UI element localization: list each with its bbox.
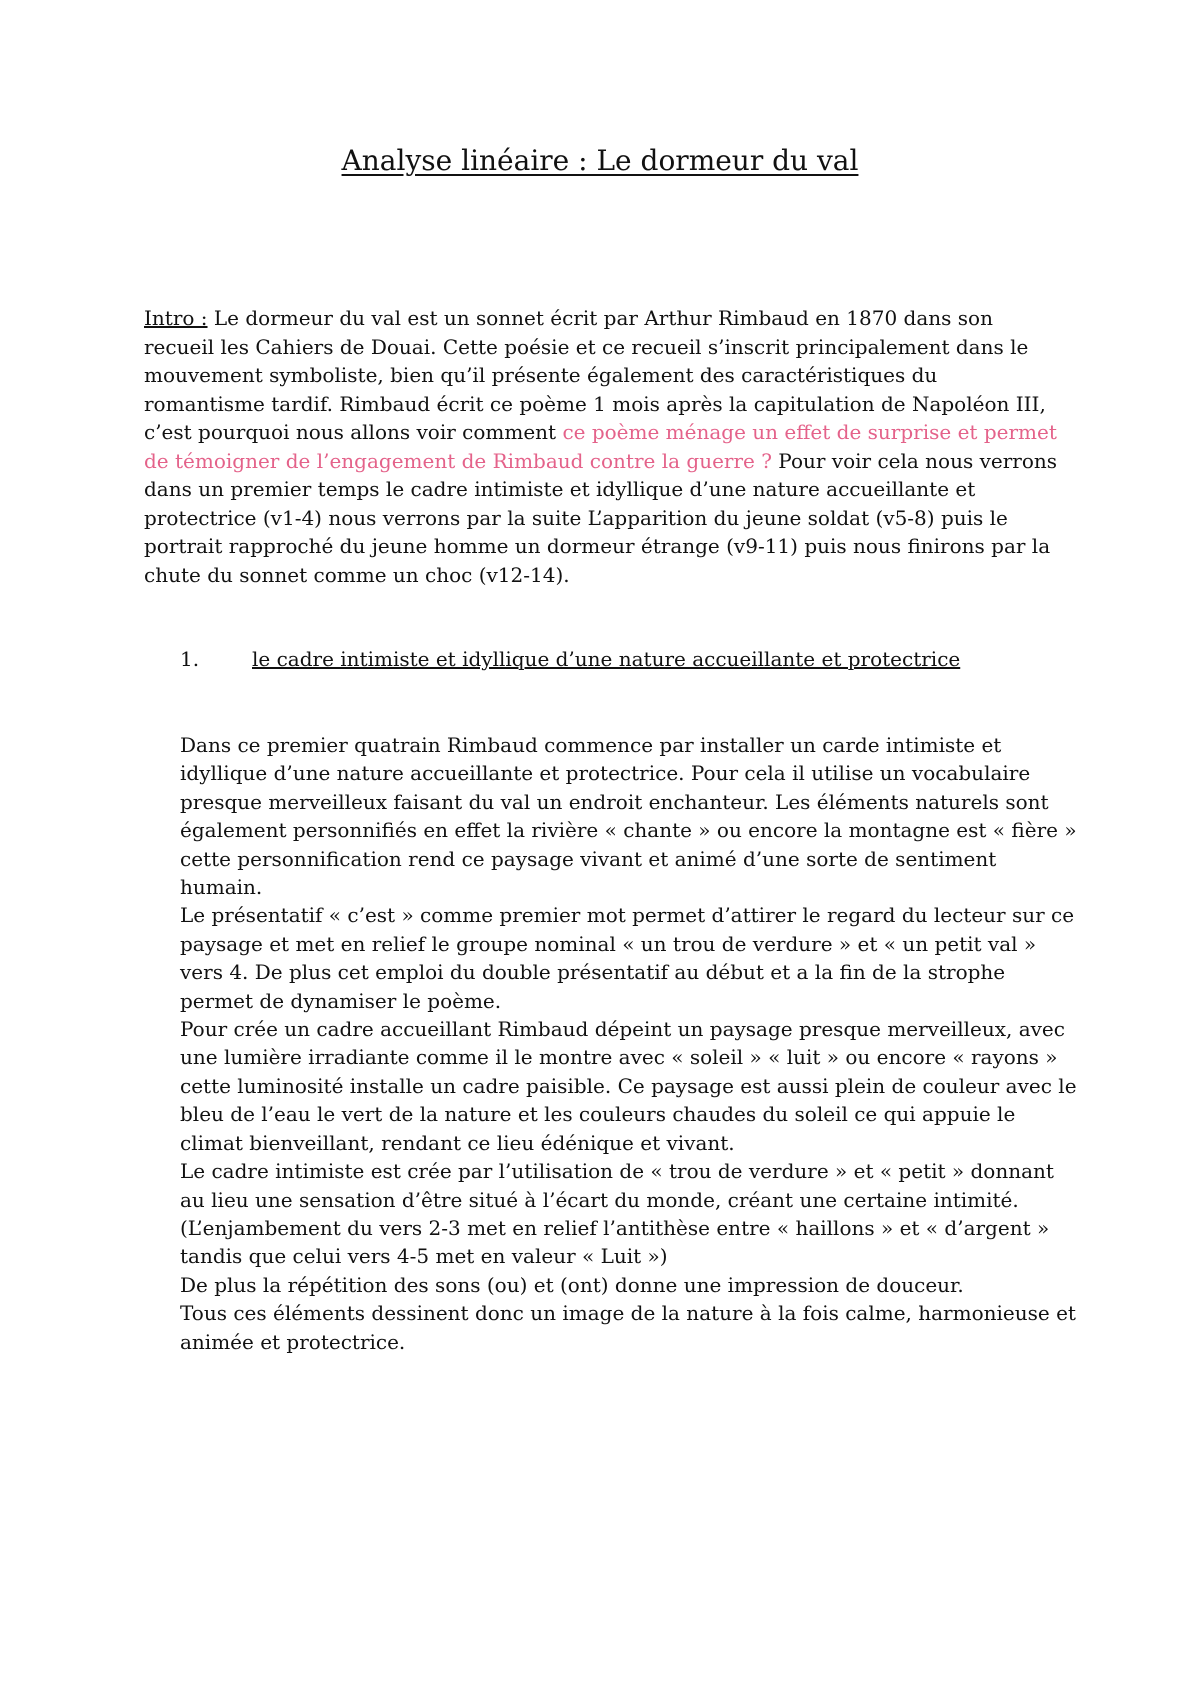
intro-paragraph bbox=[144, 304, 1064, 589]
body-paragraph: Pour crée un cadre accueillant Rimbaud dépeint un paysage presque merveilleux, avec une lumière irradiante comme il le montre avec « soleil » « luit » ou encore « rayons » cette luminosité installe un cadre paisible. Ce paysage est aussi plein de couleur avec le bleu de l’eau le vert de la nature et les couleurs chaudes du soleil ce qui appuie le climat bienveillant, rendant ce lieu édénique et vivant. bbox=[180, 1017, 1077, 1155]
section-1-body bbox=[180, 731, 1080, 1356]
section-1-title: le cadre intimiste et idyllique d’une nature accueillante et protectrice bbox=[252, 647, 961, 671]
intro-label: Intro : bbox=[144, 306, 208, 330]
body-paragraph: Dans ce premier quatrain Rimbaud commence par installer un carde intimiste et idyllique d’une nature accueillante et protectrice. Pour cela il utilise un vocabulaire presque merveilleux faisant du val un endroit enchanteur. Les éléments naturels sont également personnifiés en effet la rivière « chante » ou encore la montagne est « fière » cette personnification rend ce paysage vivant et animé d’une sorte de sentiment humain. bbox=[180, 733, 1077, 900]
intro-text-before: Le dormeur du val est un sonnet écrit par Arthur Rimbaud en 1870 dans son recueil les Cahiers de Douai. Cette poésie et ce recueil s’inscrit principalement dans le mouvement symboliste, bien qu’il présente également des caractéristiques du romantisme tardif. Rimbaud écrit ce poème 1 mois après la capitulation de Napoléon III, c’est pourquoi nous allons voir comment bbox=[144, 306, 1046, 444]
body-paragraph: De plus la répétition des sons (ou) et (ont) donne une impression de douceur. bbox=[180, 1272, 964, 1297]
intro-text-after: Pour voir cela nous verrons dans un premier temps le cadre intimiste et idyllique d’une nature accueillante et protectrice (v1-4) nous verrons par la suite L’apparition du jeune soldat (v5-8) puis le portrait rapproché du jeune homme un dormeur étrange (v9-11) puis nous finirons par la chute du sonnet comme un choc (v12-14). bbox=[144, 448, 1058, 587]
section-1-heading bbox=[180, 645, 1100, 673]
body-paragraph: Le présentatif « c’est » comme premier mot permet d’attirer le regard du lecteur sur ce paysage et met en relief le groupe nominal « un trou de verdure » et « un petit val » vers 4. De plus cet emploi du double présentatif au début et a la fin de la strophe permet de dynamiser le poème. bbox=[180, 903, 1075, 1013]
page-title: Analyse linéaire : Le dormeur du val bbox=[341, 144, 859, 177]
body-paragraph: Le cadre intimiste est crée par l’utilisation de « trou de verdure » et « petit » donnant au lieu une sensation d’être situé à l’écart du monde, créant une certaine intimité. (L’enjambement du vers 2-3 met en relief l’antithèse entre « haillons » et « d’argent » tandis que celui vers 4-5 met en valeur « Luit ») bbox=[180, 1159, 1054, 1269]
body-paragraph: Tous ces éléments dessinent donc un image de la nature à la fois calme, harmonieuse et animée et protectrice. bbox=[180, 1301, 1076, 1354]
section-1-number: 1. bbox=[180, 647, 200, 671]
intro-problematique: ce poème ménage un effet de surprise et permet de témoigner de l’engagement de Rimbaud contre la guerre ? bbox=[144, 420, 1057, 473]
